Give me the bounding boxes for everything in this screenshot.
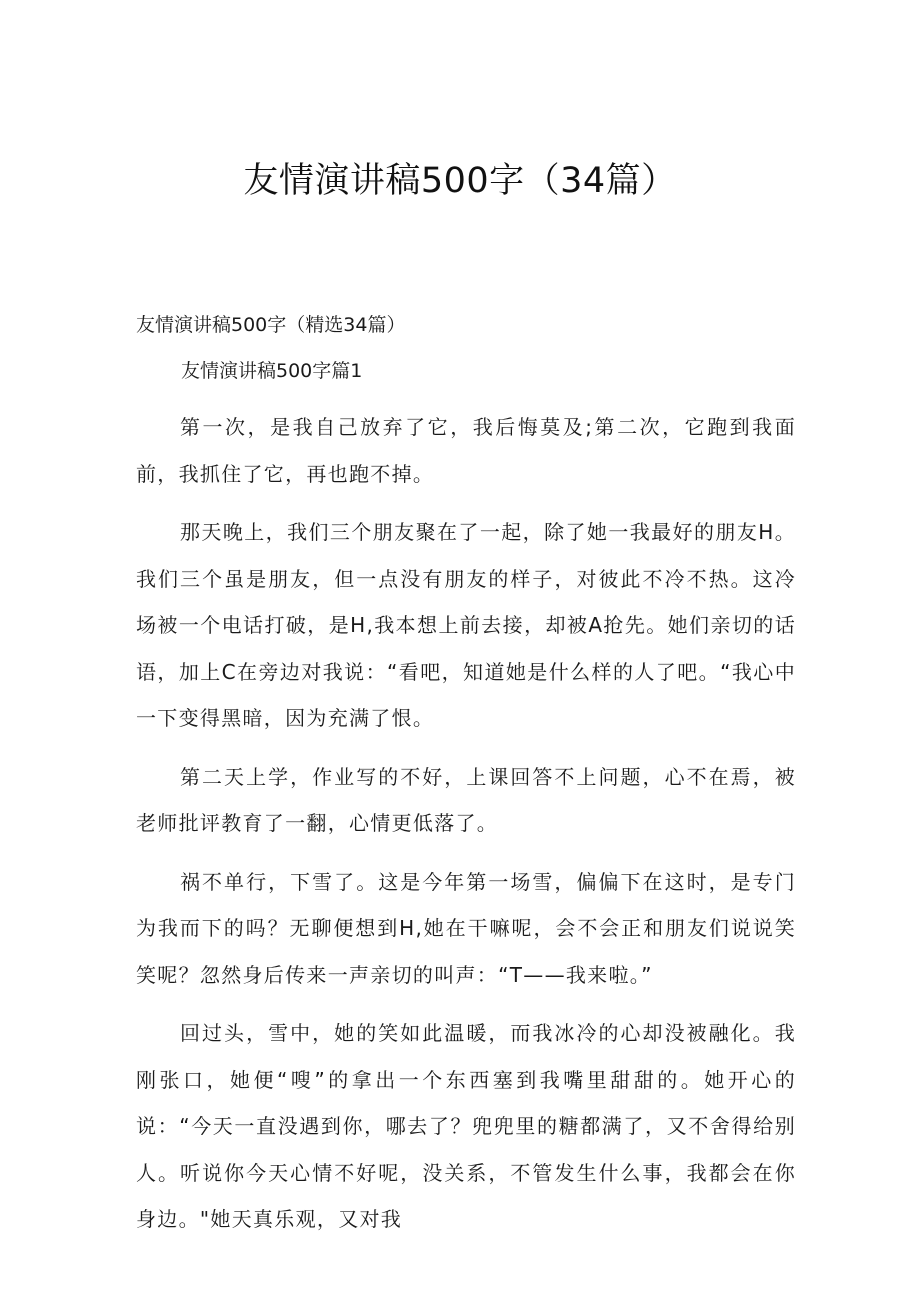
paragraph-4: 祸不单行，下雪了。这是今年第一场雪，偏偏下在这时，是专门为我而下的吗？无聊便想到H,她在干嘛呢，会不会正和朋友们说说笑笑呢？忽然身后传来一声亲切的叫声：“T——我来啦。”: [136, 869, 796, 987]
document-subtitle: 友情演讲稿500字（精选34篇）: [136, 314, 406, 336]
paragraph-5: 回过头，雪中，她的笑如此温暖，而我冰冷的心却没被融化。我刚张口，她便“嗖”的拿出一个东西塞到我嘴里甜甜的。她开心的说：“今天一直没遇到你，哪去了？兜兜里的糖都满了，又不舍得给别人。听说你今天心情不好呢，没关系，不管发生什么事，我都会在你身边。"她天真乐观，又对我: [136, 1021, 796, 1231]
section-heading: 友情演讲稿500字篇1: [181, 360, 363, 382]
document-body: [136, 358, 796, 1255]
paragraph-3: 第二天上学，作业写的不好，上课回答不上问题，心不在焉，被老师批评教育了一翻，心情更低落了。: [136, 764, 796, 835]
document-title: 友情演讲稿500字（34篇）: [243, 161, 677, 201]
paragraph-2: 那天晚上，我们三个朋友聚在了一起，除了她一我最好的朋友H。我们三个虽是朋友，但一点没有朋友的样子，对彼此不冷不热。这冷场被一个电话打破，是H,我本想上前去接，却被A抢先。她们亲切的话语，加上C在旁边对我说：“看吧，知道她是什么样的人了吧。“我心中一下变得黑暗，因为充满了恨。: [136, 520, 796, 730]
paragraph-1: 第一次，是我自己放弃了它，我后悔莫及;第二次，它跑到我面前，我抓住了它，再也跑不掉。: [136, 415, 796, 486]
